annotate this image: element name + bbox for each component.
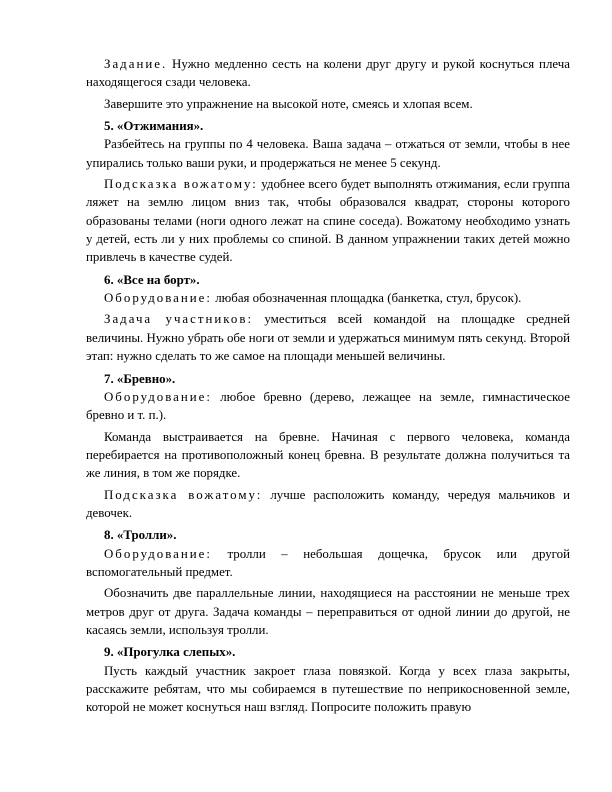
paragraph (86, 310, 570, 365)
paragraph-label: Оборудование: (104, 389, 212, 404)
document-body (86, 55, 570, 717)
paragraph-text: уместиться всей командой на площадке средней величины. Нужно убрать обе ноги от земли и удержаться минимум пять секунд. Второй этап: нужно сделать то же самое на площади меньшей величины. (86, 312, 570, 364)
paragraph-label: Подсказка вожатому: (104, 487, 263, 502)
paragraph (86, 95, 570, 113)
paragraph-text: любое бревно (дерево, лежащее на земле, гимнастическое бревно и т. п.). (86, 389, 570, 423)
paragraph (86, 545, 570, 582)
paragraph-text: лучше расположить команду, чередуя мальчиков и девочек. (86, 487, 570, 520)
paragraph-text: Разбейтесь на группы по 4 человека. Ваша задача – отжаться от земли, чтобы в нее упирались только ваши руки, и продержаться не менее 5 секунд. (86, 137, 570, 170)
paragraph-text: Завершите это упражнение на высокой ноте, смеясь и хлопая всем. (104, 96, 473, 111)
paragraph-label: Оборудование: (104, 291, 212, 306)
paragraph (86, 289, 570, 307)
paragraph-text: удобнее всего будет выполнять отжимания, если группа ляжет на землю лицом вниз так, чтобы образовался квадрат, стороны которого образованы телами (ноги одного лежат на спине соседа). Вожатому необходимо узнать у детей, есть ли у них проблемы со спиной. В данном упражнении таких детей можно привлечь в качестве судей. (86, 177, 570, 265)
paragraph (86, 135, 570, 172)
section-heading: 6. «Все на борт». (104, 272, 200, 287)
paragraph-text: Команда выстраивается на бревне. Начиная с первого человека, команда перебирается на противоположный конец бревна. В результате должна получиться та же линия, в том же порядке. (86, 429, 570, 481)
paragraph-text: Обозначить две параллельные линии, находящиеся на расстоянии не меньше трех метров друг от друга. Задача команды – переправиться от одной линии до другой, не касаясь земли, используя тролли. (86, 586, 570, 637)
section-heading: 5. «Отжимания». (104, 119, 204, 134)
paragraph (86, 175, 570, 267)
paragraph-text: тролли – небольшая дощечка, брусок или другой вспомогательный предмет. (86, 546, 570, 579)
paragraph-label: Задача участников: (104, 312, 254, 327)
paragraph-text: Пусть каждый участник закроет глаза повязкой. Когда у всех глаза закрыты, расскажите ребятам, что мы собираемся в путешествие по неприкосновенной земле, которой не может коснуться наш взгляд. Попросите положить правую (86, 663, 570, 715)
paragraph (86, 486, 570, 523)
paragraph-text: любая обозначенная площадка (банкетка, стул, брусок). (211, 291, 522, 306)
paragraph-label: Оборудование: (104, 546, 212, 561)
section-heading: 8. «Тролли». (104, 528, 177, 543)
paragraph-label: Задание. (104, 57, 168, 71)
paragraph-label: Подсказка вожатому: (104, 177, 258, 192)
paragraph (86, 388, 570, 425)
section-heading: 7. «Бревно». (104, 371, 176, 386)
paragraph (86, 55, 570, 92)
paragraph (86, 428, 570, 483)
section-heading: 9. «Прогулка слепых». (104, 645, 236, 660)
paragraph (86, 584, 570, 639)
paragraph (86, 662, 570, 717)
paragraph-text: Нужно медленно сесть на колени друг другу и рукой коснуться плеча находящегося сзади человека. (86, 57, 570, 90)
